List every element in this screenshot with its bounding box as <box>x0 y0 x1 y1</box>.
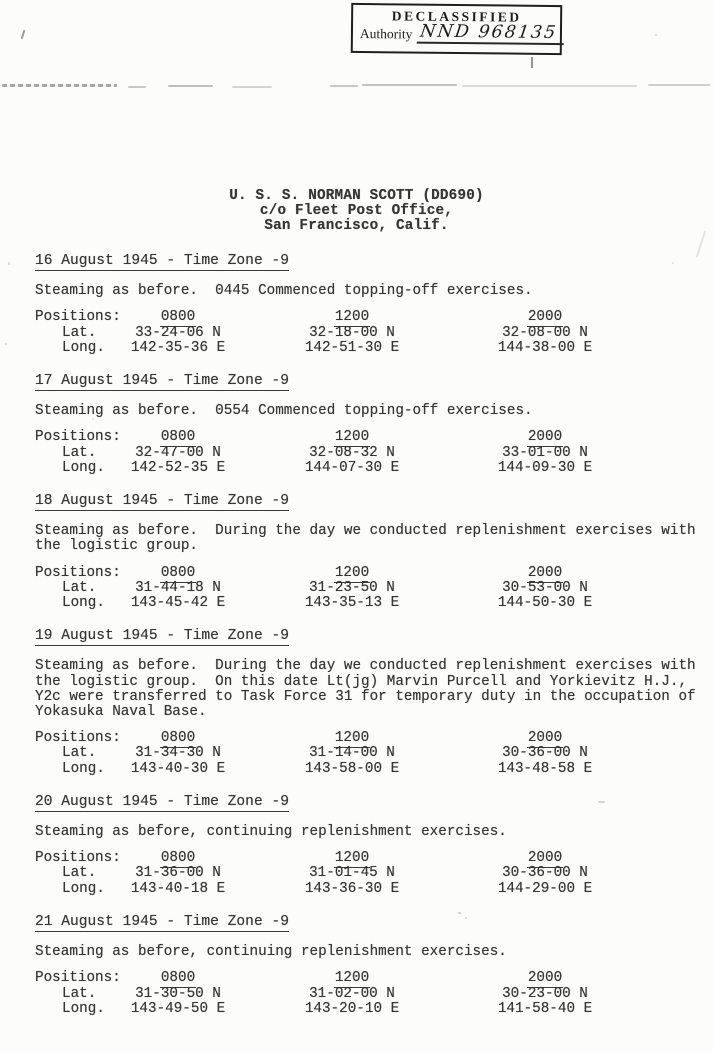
long-value-0800: 143-45-42 E <box>130 595 226 612</box>
lat-label: Lat. <box>62 865 97 882</box>
latitude-row <box>35 866 713 881</box>
time-column-2000: 2000 <box>527 429 563 446</box>
latitude-row <box>35 987 713 1002</box>
log-entries <box>0 254 713 1017</box>
lat-value-0800: 31-44-18 N <box>135 579 221 596</box>
positions-label: Positions: <box>35 970 121 987</box>
lat-value-1200: 32-18-00 N <box>309 324 395 341</box>
longitude-row <box>35 341 713 356</box>
latitude-row <box>35 581 713 596</box>
lat-value-2000: 30-36-00 N <box>502 745 588 762</box>
long-value-2000: 144-50-30 E <box>497 595 593 612</box>
long-value-2000: 144-29-00 E <box>497 880 593 897</box>
time-column-0800: 0800 <box>160 309 196 326</box>
stamp-title: DECLASSIFIED <box>391 8 522 25</box>
entry-date-heading <box>35 494 713 509</box>
long-label: Long. <box>62 880 105 897</box>
lat-label: Lat. <box>62 745 97 762</box>
entry-date-heading-text: 20 August 1945 - Time Zone -9 <box>35 793 289 810</box>
latitude-row <box>35 326 713 341</box>
lat-value-0800: 33-24-06 N <box>135 324 221 341</box>
log-entry <box>35 494 713 611</box>
long-value-0800: 142-35-36 E <box>130 339 226 356</box>
long-value-1200: 143-36-30 E <box>304 880 400 897</box>
entry-date-heading <box>35 629 713 644</box>
entry-date-heading-text: 18 August 1945 - Time Zone -9 <box>35 493 289 510</box>
long-value-2000: 144-38-00 E <box>497 339 593 356</box>
entry-date-heading <box>35 795 713 810</box>
log-entry <box>35 254 713 356</box>
lat-label: Lat. <box>62 579 97 596</box>
entry-narrative: Steaming as before. 0554 Commenced topping-off exercises. <box>35 403 533 420</box>
entry-date-heading-text: 16 August 1945 - Time Zone -9 <box>35 253 289 269</box>
positions-label: Positions: <box>35 309 121 326</box>
lat-value-1200: 31-23-50 N <box>309 579 395 596</box>
stamp-authority-row <box>353 23 560 45</box>
lat-value-0800: 31-34-30 N <box>135 745 221 762</box>
letterhead-address-line-2: San Francisco, Calif. <box>264 218 449 234</box>
lat-label: Lat. <box>62 985 97 1002</box>
log-entry <box>35 629 713 777</box>
lat-value-1200: 32-08-32 N <box>309 444 395 461</box>
time-column-2000: 2000 <box>527 850 563 867</box>
time-column-0800: 0800 <box>160 730 196 747</box>
declassified-stamp <box>351 3 563 55</box>
entry-date-heading-text: 21 August 1945 - Time Zone -9 <box>35 913 289 930</box>
entry-narrative: Steaming as before, continuing replenishment exercises. <box>35 824 507 841</box>
positions-header-row <box>35 430 713 445</box>
latitude-row <box>35 746 713 761</box>
log-entry <box>35 915 713 1017</box>
long-value-0800: 142-52-35 E <box>130 459 226 476</box>
entry-date-heading <box>35 915 713 930</box>
entry-narrative: Steaming as before. 0445 Commenced topping-off exercises. <box>35 283 533 300</box>
time-column-1200: 1200 <box>334 309 370 326</box>
long-label: Long. <box>62 595 105 612</box>
stamp-authority-number: NND 968135 <box>416 24 566 46</box>
time-column-1200: 1200 <box>334 850 370 867</box>
time-column-2000: 2000 <box>527 970 563 987</box>
lat-label: Lat. <box>62 444 97 461</box>
entry-date-heading-text: 17 August 1945 - Time Zone -9 <box>35 373 289 390</box>
time-column-2000: 2000 <box>527 730 563 747</box>
positions-header-row <box>35 310 713 325</box>
time-column-0800: 0800 <box>160 970 196 987</box>
long-value-1200: 144-07-30 E <box>304 459 400 476</box>
ship-name: U. S. S. NORMAN SCOTT (DD690) <box>229 188 484 204</box>
entry-date-heading <box>35 254 713 269</box>
longitude-row <box>35 596 713 611</box>
log-entry <box>35 795 713 897</box>
lat-value-2000: 30-23-00 N <box>502 985 588 1002</box>
positions-table <box>35 851 713 897</box>
long-value-2000: 143-48-58 E <box>497 760 593 777</box>
longitude-row <box>35 1002 713 1017</box>
positions-label: Positions: <box>35 429 121 446</box>
entry-date-heading-text: 19 August 1945 - Time Zone -9 <box>35 628 289 645</box>
entry-date-heading <box>35 374 713 389</box>
long-value-1200: 142-51-30 E <box>304 339 400 356</box>
long-value-1200: 143-20-10 E <box>304 1000 400 1017</box>
positions-header-row <box>35 566 713 581</box>
longitude-row <box>35 762 713 777</box>
lat-value-2000: 30-36-00 N <box>502 865 588 882</box>
long-value-1200: 143-35-13 E <box>304 595 400 612</box>
time-column-2000: 2000 <box>527 564 563 581</box>
lat-value-1200: 31-02-00 N <box>309 985 395 1002</box>
longitude-row <box>35 882 713 897</box>
entry-narrative: Steaming as before. During the day we conducted replenishment exercises with the logistic group. On this date Lt(jg) Marvin Purcell and Yorkievitz H.J., Y2c were transferred to Task Force 31 for temporary duty in the occupation of Yokasuka Naval Base. <box>35 658 705 721</box>
stamp-authority-label: Authority <box>359 25 413 42</box>
lat-value-0800: 31-36-00 N <box>135 865 221 882</box>
entry-narrative: Steaming as before, continuing replenishment exercises. <box>35 944 507 961</box>
time-column-1200: 1200 <box>334 970 370 987</box>
lat-value-0800: 32-47-00 N <box>135 444 221 461</box>
positions-label: Positions: <box>35 730 121 747</box>
time-column-1200: 1200 <box>334 564 370 581</box>
longitude-row <box>35 461 713 476</box>
long-value-0800: 143-40-30 E <box>130 760 226 777</box>
positions-header-row <box>35 731 713 746</box>
long-label: Long. <box>62 760 105 777</box>
positions-table <box>35 310 713 356</box>
positions-header-row <box>35 971 713 986</box>
long-label: Long. <box>62 339 105 356</box>
time-column-1200: 1200 <box>334 730 370 747</box>
time-column-2000: 2000 <box>527 309 563 326</box>
positions-label: Positions: <box>35 850 121 867</box>
long-label: Long. <box>62 1000 105 1017</box>
lat-value-1200: 31-14-00 N <box>309 745 395 762</box>
long-value-0800: 143-49-50 E <box>130 1000 226 1017</box>
positions-table <box>35 566 713 612</box>
latitude-row <box>35 446 713 461</box>
positions-table <box>35 731 713 777</box>
lat-value-1200: 31-01-45 N <box>309 865 395 882</box>
long-value-0800: 143-40-18 E <box>130 880 226 897</box>
time-column-1200: 1200 <box>334 429 370 446</box>
long-value-1200: 143-58-00 E <box>304 760 400 777</box>
positions-table <box>35 971 713 1017</box>
long-value-2000: 141-58-40 E <box>497 1000 593 1017</box>
time-column-0800: 0800 <box>160 429 196 446</box>
positions-label: Positions: <box>35 564 121 581</box>
positions-table <box>35 430 713 476</box>
letterhead-address-line-1: c/o Fleet Post Office, <box>259 203 454 219</box>
lat-label: Lat. <box>62 324 97 341</box>
lat-value-2000: 33-01-00 N <box>502 444 588 461</box>
log-entry <box>35 374 713 476</box>
time-column-0800: 0800 <box>160 564 196 581</box>
lat-value-0800: 31-30-50 N <box>135 985 221 1002</box>
time-column-0800: 0800 <box>160 850 196 867</box>
lat-value-2000: 32-08-00 N <box>502 324 588 341</box>
positions-header-row <box>35 851 713 866</box>
long-label: Long. <box>62 459 105 476</box>
lat-value-2000: 30-53-00 N <box>502 579 588 596</box>
entry-narrative: Steaming as before. During the day we conducted replenishment exercises with the logistic group. <box>35 523 705 555</box>
long-value-2000: 144-09-30 E <box>497 459 593 476</box>
